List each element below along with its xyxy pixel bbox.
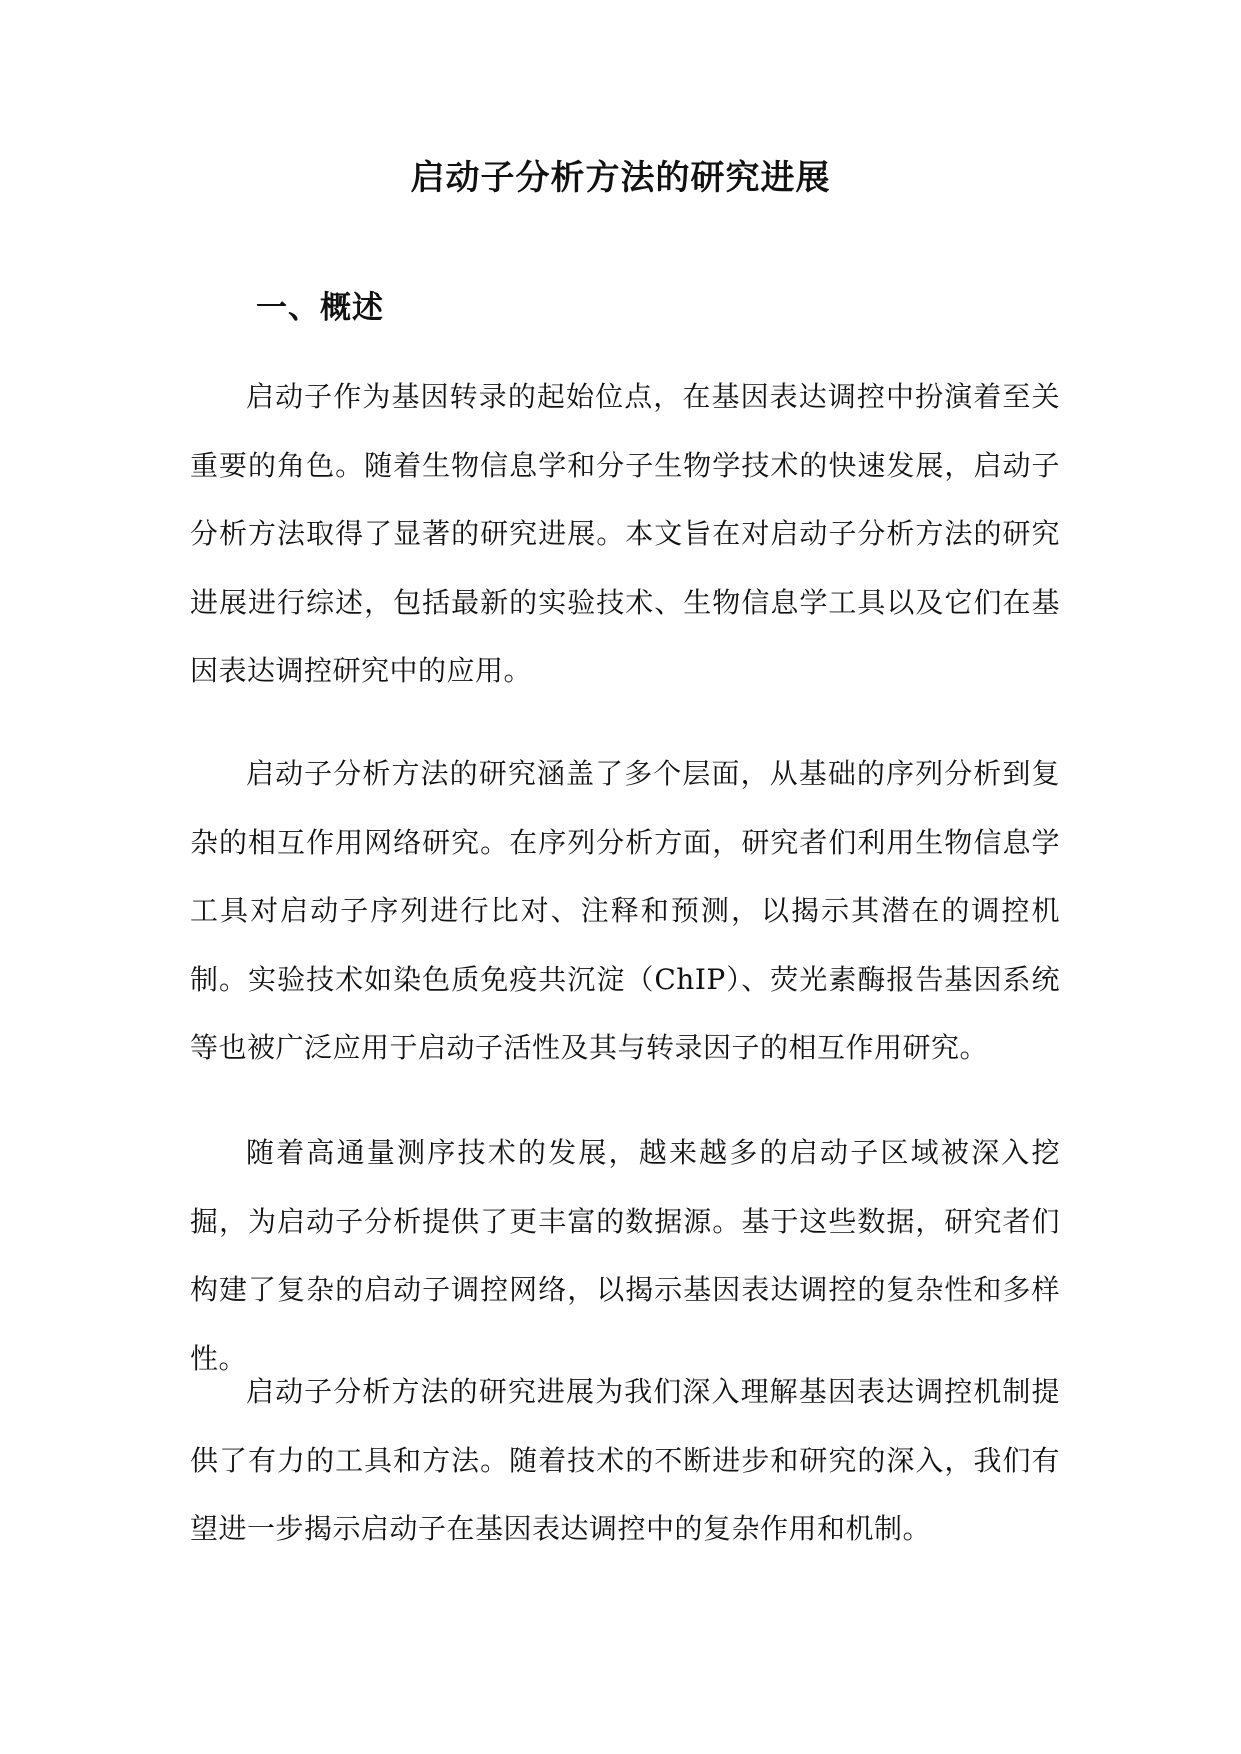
body-paragraph: 随着高通量测序技术的发展，越来越多的启动子区域被深入挖掘，为启动子分析提供了更丰富的数据源。基于这些数据，研究者们构建了复杂的启动子调控网络，以揭示基因表达调控的复杂性和多样性。 <box>190 1136 1060 1375</box>
body-paragraph: 启动子分析方法的研究涵盖了多个层面，从基础的序列分析到复杂的相互作用网络研究。在序列分析方面，研究者们利用生物信息学工具对启动子序列进行比对、注释和预测，以揭示其潜在的调控机制。实验技术如染色质免疫共沉淀（ChIP）、荧光素酶报告基因系统等也被广泛应用于启动子活性及其与转录因子的相互作用研究。 <box>190 757 1060 1065</box>
body-paragraph: 启动子作为基因转录的起始位点，在基因表达调控中扮演着至关重要的角色。随着生物信息学和分子生物学技术的快速发展，启动子分析方法取得了显著的研究进展。本文旨在对启动子分析方法的研究进展进行综述，包括最新的实验技术、生物信息学工具以及它们在基因表达调控研究中的应用。 <box>190 380 1060 688</box>
document-title: 启动子分析方法的研究进展 <box>410 158 831 198</box>
body-paragraph: 启动子分析方法的研究进展为我们深入理解基因表达调控机制提供了有力的工具和方法。随着技术的不断进步和研究的深入，我们有望进一步揭示启动子在基因表达调控中的复杂作用和机制。 <box>190 1375 1060 1546</box>
section-heading-overview: 一、概述 <box>256 290 384 326</box>
